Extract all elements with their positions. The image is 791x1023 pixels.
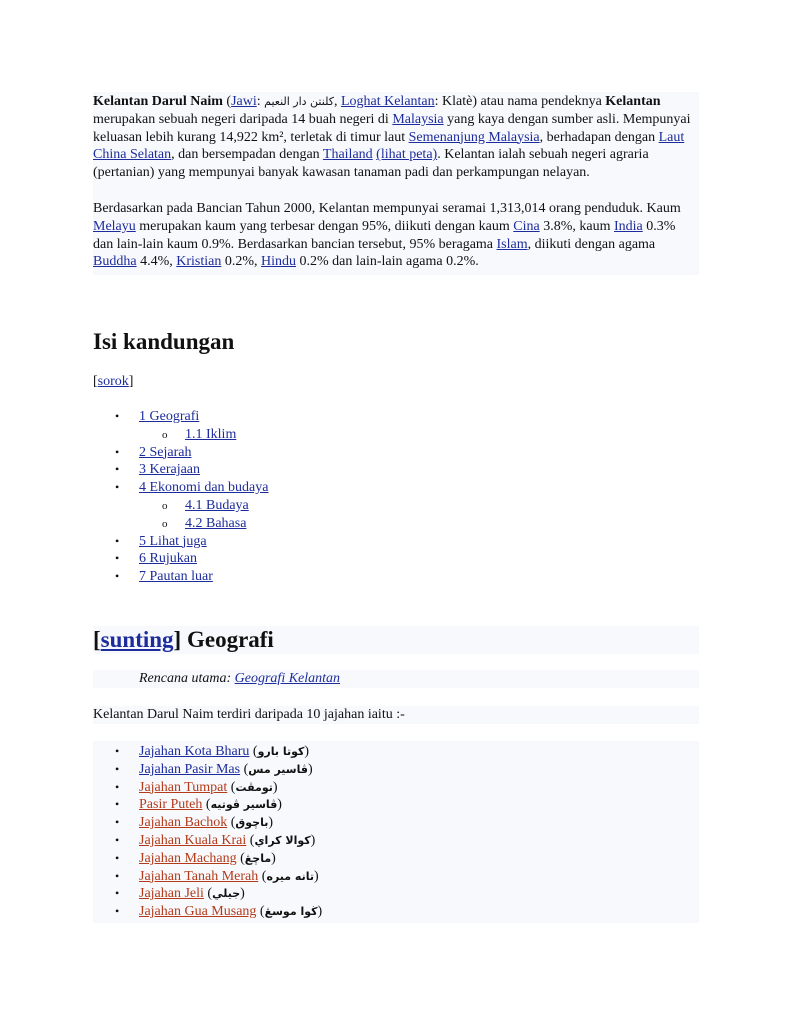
bracket: [: [93, 374, 98, 389]
jawi-text: كوالا كراي: [254, 833, 311, 847]
link-kristian[interactable]: Kristian: [176, 254, 222, 270]
jawi-text: كوتا بارو: [257, 745, 305, 758]
intro-block: [93, 92, 699, 275]
jajahan-link[interactable]: Jajahan Gua Musang: [139, 904, 257, 920]
toc-item: [93, 497, 268, 515]
jajahan-link[interactable]: Jajahan Jeli: [139, 886, 204, 902]
jajahan-link[interactable]: Jajahan Tanah Merah: [139, 868, 259, 884]
list-item: [93, 868, 699, 886]
jawi-name: كلنتن دار النعيم: [264, 95, 334, 108]
toc-link[interactable]: 1.1 Iklim: [185, 426, 237, 442]
link-semenanjung-malaysia[interactable]: Semenanjung Malaysia: [408, 129, 540, 145]
link-loghat-kelantan[interactable]: Loghat Kelantan: [340, 94, 435, 109]
paren: ): [307, 761, 313, 777]
paren: (: [227, 815, 236, 831]
jawi-text: جيلي: [212, 887, 241, 901]
main-article-prefix: Rencana utama:: [139, 671, 235, 686]
paren: ): [277, 797, 282, 813]
link-buddha[interactable]: Buddha: [93, 254, 137, 270]
text: merupakan sebuah negeri daripada 14 buah negeri di: [93, 111, 393, 127]
toc-item: [93, 515, 268, 533]
link-cina[interactable]: Cina: [513, 218, 540, 234]
paren: ): [240, 886, 245, 902]
text: (: [222, 94, 232, 109]
text: 3.8%, kaum: [539, 218, 614, 234]
article-name-bold: Kelantan Darul Naim: [93, 94, 223, 109]
text: , diikuti dengan agama: [527, 236, 656, 252]
toc-item: [93, 444, 268, 462]
geografi-intro-block: [93, 706, 699, 724]
link-lihat-peta[interactable]: (lihat peta): [376, 147, 438, 163]
list-item: [93, 832, 699, 850]
jajahan-link[interactable]: Jajahan Kuala Krai: [139, 832, 247, 848]
link-islam[interactable]: Islam: [496, 236, 528, 252]
bracket: ]: [173, 627, 182, 652]
link-laut-china-selatan[interactable]: Laut China Selatan: [93, 129, 685, 163]
toc-link[interactable]: 6 Rujukan: [139, 551, 197, 567]
list-item: [93, 850, 699, 868]
jawi-text: ڬوا موسڠ: [264, 905, 318, 919]
intro-paragraph-2: [93, 200, 699, 271]
jajahan-link[interactable]: Pasir Puteh: [139, 797, 203, 813]
link-hindu[interactable]: Hindu: [261, 254, 297, 270]
toc-list: [93, 408, 268, 586]
text: :: [256, 94, 265, 109]
paren: (: [227, 779, 236, 795]
list-item: [93, 761, 699, 779]
toc-title: Isi kandungan: [93, 329, 235, 354]
list-item: [93, 814, 699, 832]
paren: (: [240, 761, 249, 777]
toc-link[interactable]: 3 Kerajaan: [139, 462, 201, 478]
list-item: [93, 779, 699, 797]
list-item: [93, 743, 699, 761]
jajahan-link[interactable]: Jajahan Bachok: [139, 815, 228, 831]
toc-item: [93, 479, 268, 497]
jawi-text: ڤاسير ڤوتيه: [210, 798, 278, 812]
jawi-text: تومڤت: [235, 780, 273, 794]
text: : Klatè) atau nama pendeknya: [434, 94, 606, 109]
paren: (: [246, 832, 255, 848]
toc-item: [93, 568, 268, 586]
link-geografi-kelantan[interactable]: Geografi Kelantan: [234, 671, 341, 686]
paren: (: [249, 744, 258, 759]
list-item: [93, 796, 699, 814]
paren: ): [310, 832, 316, 848]
jajahan-list: [93, 741, 699, 923]
toc-hide-link[interactable]: sorok: [97, 374, 129, 389]
text: ,: [333, 94, 341, 109]
text: merupakan kaum yang terbesar dengan 95%, diikuti dengan kaum: [135, 218, 514, 234]
jawi-text: باچوق: [235, 816, 269, 830]
link-jawi[interactable]: Jawi: [231, 94, 257, 109]
text: , dan bersempadan dengan: [171, 147, 323, 163]
jawi-text: ماچڠ: [244, 851, 272, 865]
toc-link[interactable]: 7 Pautan luar: [139, 569, 213, 585]
jajahan-link[interactable]: Jajahan Machang: [139, 850, 237, 866]
toc-item: [93, 550, 268, 568]
section-heading-geografi: [93, 626, 699, 654]
toc-link[interactable]: 4 Ekonomi dan budaya: [139, 480, 269, 496]
toc-item: [93, 408, 268, 426]
list-item: [93, 903, 699, 921]
text: Berdasarkan pada Bancian Tahun 2000, Kelantan mempunyai seramai 1,313,014 orang penduduk. Kaum: [93, 200, 681, 216]
link-thailand[interactable]: Thailand: [322, 147, 373, 163]
toc-toggle: [93, 373, 133, 390]
text: 4.4%,: [136, 254, 177, 270]
paren: (: [202, 797, 211, 813]
section-title-text: Geografi: [181, 627, 274, 652]
bracket: ]: [128, 374, 134, 389]
link-india[interactable]: India: [613, 218, 643, 234]
jawi-text: ڤاسير مس: [248, 762, 308, 776]
list-item: [93, 885, 699, 903]
toc-link[interactable]: 5 Lihat juga: [139, 533, 207, 549]
toc-item: [93, 461, 268, 479]
paren: (: [203, 886, 213, 902]
paren: ): [268, 815, 274, 831]
paren: (: [256, 904, 265, 920]
paren: ): [272, 779, 278, 795]
toc-item: [93, 533, 268, 551]
paren: (: [258, 868, 267, 884]
edit-section-link[interactable]: sunting: [100, 627, 174, 652]
toc-link[interactable]: 1 Geografi: [139, 409, 200, 424]
toc-link[interactable]: 4.2 Bahasa: [185, 515, 247, 531]
text: 0.2% dan lain-lain agama 0.2%.: [296, 254, 479, 270]
paren: ): [317, 904, 323, 920]
toc-link[interactable]: 2 Sejarah: [139, 444, 192, 460]
short-name-bold: Kelantan: [605, 94, 661, 109]
main-article-note: [93, 670, 699, 688]
paren: ): [271, 850, 276, 866]
text: 0.2%,: [221, 254, 262, 270]
toc-item: [93, 426, 268, 444]
intro-paragraph-1: [93, 93, 699, 182]
toc-link[interactable]: 4.1 Budaya: [185, 497, 249, 513]
bracket: [: [93, 627, 101, 652]
section-title: [93, 626, 699, 654]
paren: ): [304, 744, 310, 759]
jawi-text: تانه ميره: [266, 869, 314, 883]
paren: (: [236, 850, 245, 866]
geografi-intro: Kelantan Darul Naim terdiri daripada 10 jajahan iaitu :-: [93, 707, 405, 722]
text: yang kaya dengan sumber asli. Mempunyai keluasan lebih kurang 14,922 km², terletak di timur laut: [93, 111, 691, 145]
link-malaysia[interactable]: Malaysia: [392, 111, 444, 127]
text: , berhadapan dengan: [539, 129, 659, 145]
text: . Kelantan ialah sebuah negeri agraria (pertanian) yang mempunyai banyak kawasan tanaman padi dan perkampungan nelayan.: [93, 147, 649, 181]
link-melayu[interactable]: Melayu: [93, 218, 136, 234]
jajahan-link[interactable]: Jajahan Tumpat: [139, 779, 228, 795]
jajahan-link[interactable]: Jajahan Kota Bharu: [139, 744, 250, 759]
text: 0.3% dan lain-lain kaum 0.9%. Berdasarkan bancian tersebut, 95% beragama: [93, 218, 676, 252]
paren: ): [313, 868, 319, 884]
jajahan-link[interactable]: Jajahan Pasir Mas: [139, 761, 241, 777]
main-article-text: [93, 670, 699, 688]
